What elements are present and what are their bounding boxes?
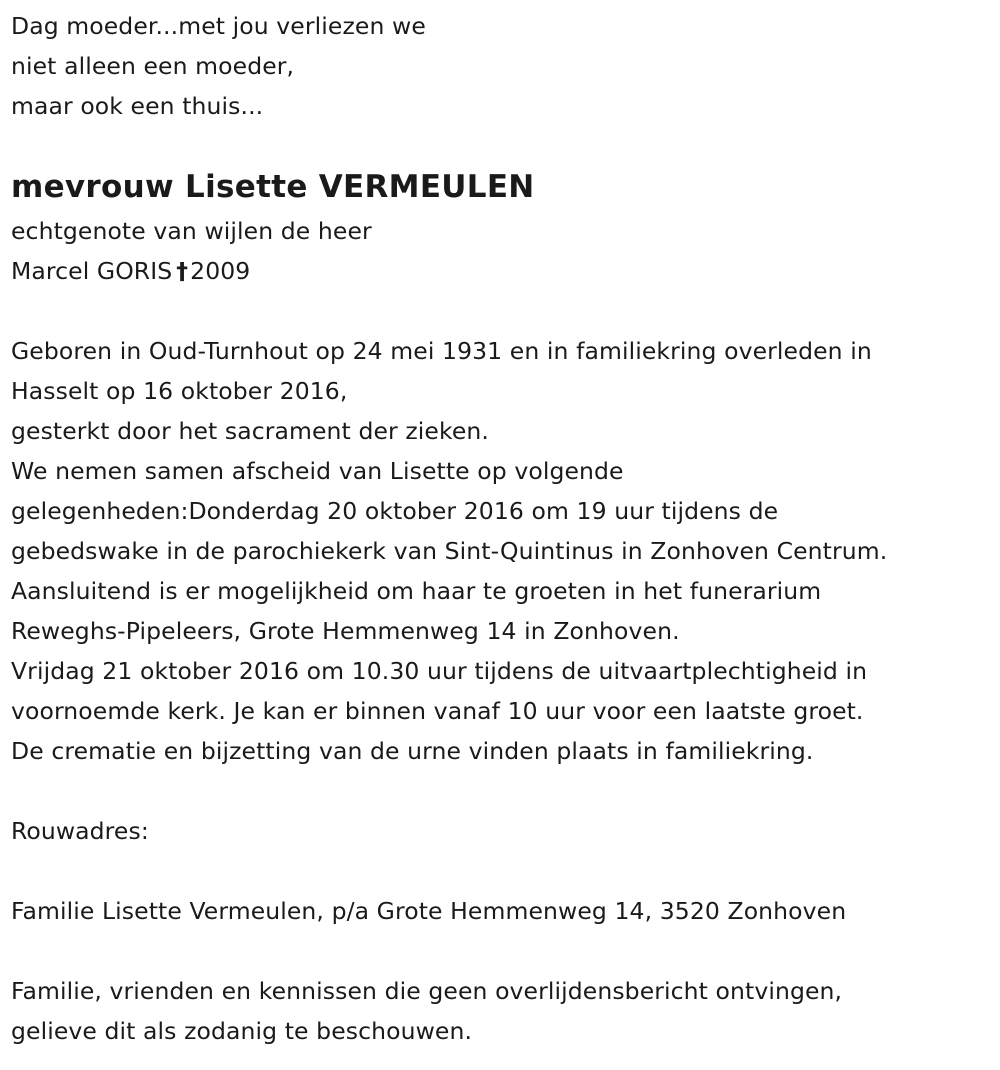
- quote-line: Dag moeder...met jou verliezen we: [11, 12, 426, 40]
- announcement-line: Geboren in Oud-Turnhout op 24 mei 1931 en in familiekring overleden in: [11, 337, 872, 365]
- closing-text: [11, 971, 1000, 1051]
- spouse-line: [11, 251, 1000, 291]
- spouse-name: Marcel GORIS: [11, 257, 173, 285]
- announcement-line: gelegenheden:Donderdag 20 oktober 2016 om 19 uur tijdens de: [11, 497, 779, 525]
- quote-line: niet alleen een moeder,: [11, 52, 295, 80]
- mourning-address-label: Rouwadres:: [11, 817, 149, 845]
- announcement-line: Aansluitend is er mogelijkheid om haar te groeten in het funerarium: [11, 577, 822, 605]
- announcement-line: gebedswake in de parochiekerk van Sint-Quintinus in Zonhoven Centrum.: [11, 537, 888, 565]
- announcement-line: Vrijdag 21 oktober 2016 om 10.30 uur tijdens de uitvaartplechtigheid in: [11, 657, 868, 685]
- announcement-line: We nemen samen afscheid van Lisette op volgende: [11, 457, 624, 485]
- quote-line: maar ook een thuis...: [11, 92, 264, 120]
- announcement-line: gesterkt door het sacrament der zieken.: [11, 417, 489, 445]
- announcement-line: Hasselt op 16 oktober 2016,: [11, 377, 348, 405]
- announcement-line: voornoemde kerk. Je kan er binnen vanaf 10 uur voor een laatste groet.: [11, 697, 864, 725]
- opening-quote: [11, 6, 1000, 126]
- closing-line: gelieve dit als zodanig te beschouwen.: [11, 1017, 473, 1045]
- spouse-info: [11, 211, 1000, 291]
- cross-icon: †: [176, 257, 189, 285]
- mourning-address: Familie Lisette Vermeulen, p/a Grote Hemmenweg 14, 3520 Zonhoven: [11, 897, 847, 925]
- closing-line: Familie, vrienden en kennissen die geen overlijdensbericht ontvingen,: [11, 977, 843, 1005]
- spouse-year: 2009: [190, 257, 251, 285]
- relation-text: echtgenote van wijlen de heer: [11, 217, 372, 245]
- announcement-line: Reweghs-Pipeleers, Grote Hemmenweg 14 in Zonhoven.: [11, 617, 680, 645]
- announcement-text: [11, 331, 1000, 771]
- deceased-name: mevrouw Lisette VERMEULEN: [11, 169, 535, 205]
- announcement-line: De crematie en bijzetting van de urne vinden plaats in familiekring.: [11, 737, 814, 765]
